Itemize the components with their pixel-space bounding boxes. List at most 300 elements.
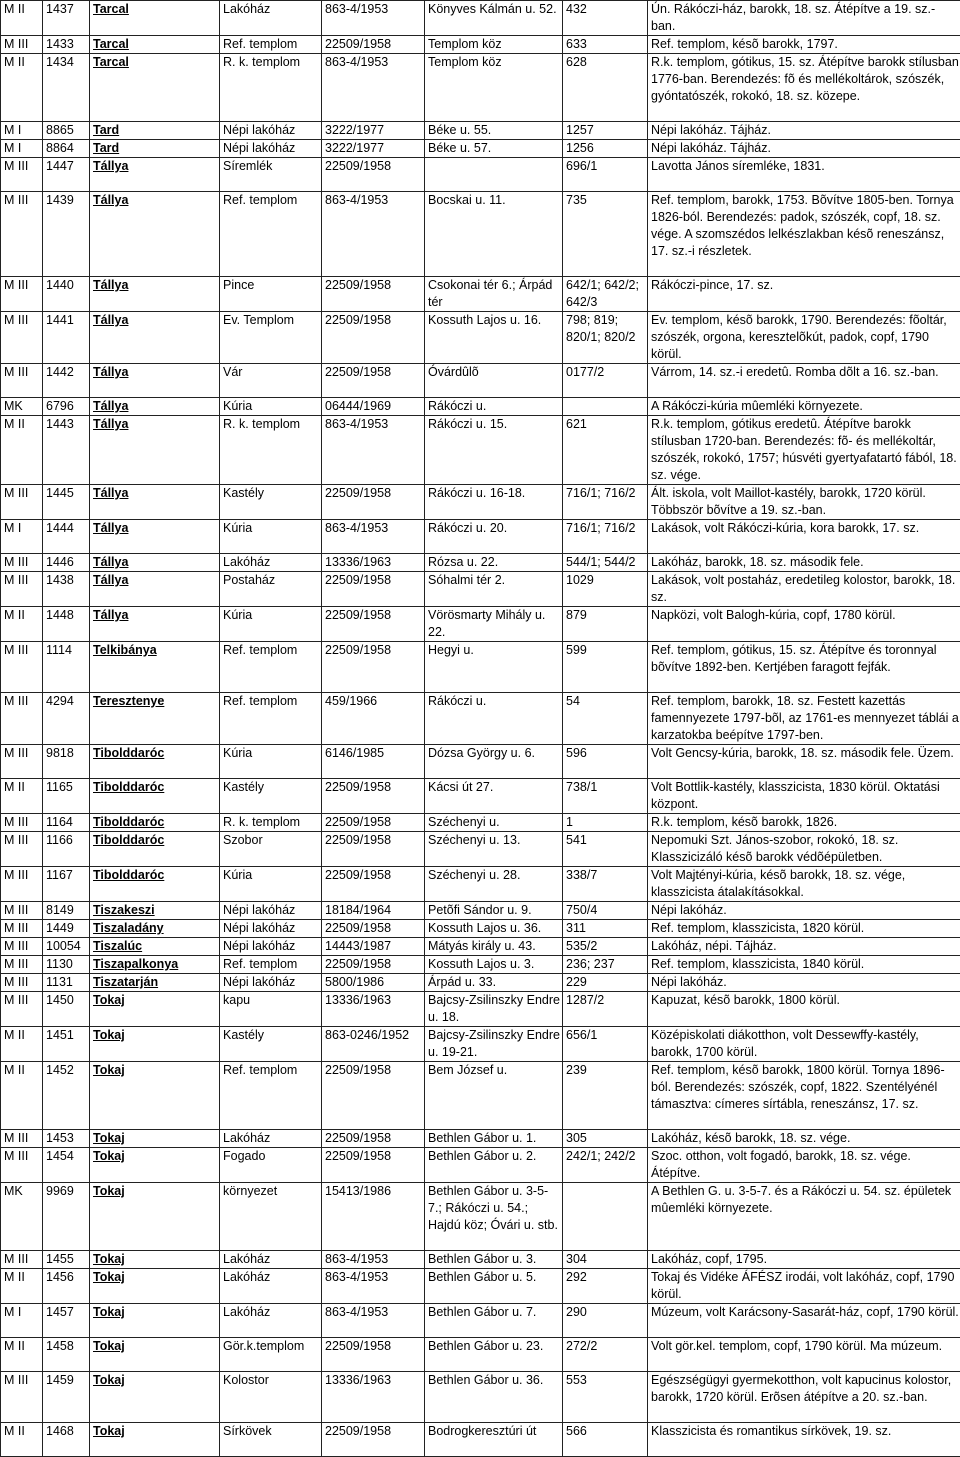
address-cell: Rózsa u. 22.: [425, 554, 563, 572]
decree-cell: 13336/1963: [322, 1372, 425, 1423]
register-number-cell: 1448: [43, 607, 90, 642]
description-cell: Ún. Rákóczi-ház, barokk, 18. sz. Átépítve a 19. sz.-ban.: [648, 1, 960, 36]
address-cell: Kossuth Lajos u. 36.: [425, 920, 563, 938]
address-cell: Széchenyi u. 28.: [425, 867, 563, 902]
category-cell: M III: [1, 158, 43, 192]
decree-cell: 863-4/1953: [322, 416, 425, 485]
table-row: [1, 1338, 960, 1372]
address-cell: Bethlen Gábor u. 5.: [425, 1269, 563, 1304]
description-cell: Ref. templom, klasszicista, 1840 körül.: [648, 956, 960, 974]
settlement-cell: Tokaj: [90, 1372, 220, 1423]
register-number-cell: 10054: [43, 938, 90, 956]
table-row: [1, 814, 960, 832]
address-cell: Sóhalmi tér 2.: [425, 572, 563, 607]
register-number-cell: 1438: [43, 572, 90, 607]
decree-cell: 22509/1958: [322, 779, 425, 814]
table-row: [1, 693, 960, 745]
description-cell: Lakások, volt Rákóczi-kúria, kora barokk, 17. sz.: [648, 520, 960, 554]
address-cell: Rákóczi u. 15.: [425, 416, 563, 485]
category-cell: M II: [1, 1269, 43, 1304]
table-row: [1, 485, 960, 520]
description-cell: Népi lakóház.: [648, 902, 960, 920]
lot-number-cell: 1: [563, 814, 648, 832]
address-cell: Petõfi Sándor u. 9.: [425, 902, 563, 920]
register-number-cell: 4294: [43, 693, 90, 745]
decree-cell: 863-4/1953: [322, 1304, 425, 1338]
table-row: [1, 956, 960, 974]
lot-number-cell: 1257: [563, 122, 648, 140]
decree-cell: 15413/1986: [322, 1183, 425, 1251]
decree-cell: 863-4/1953: [322, 1251, 425, 1269]
settlement-cell: Tibolddaróc: [90, 832, 220, 867]
table-row: [1, 192, 960, 277]
address-cell: Bem József u.: [425, 1062, 563, 1130]
object-type-cell: Postaház: [220, 572, 322, 607]
object-type-cell: környezet: [220, 1183, 322, 1251]
lot-number-cell: 432: [563, 1, 648, 36]
category-cell: M III: [1, 693, 43, 745]
decree-cell: 6146/1985: [322, 745, 425, 779]
lot-number-cell: 239: [563, 1062, 648, 1130]
table-row: [1, 1183, 960, 1251]
lot-number-cell: 621: [563, 416, 648, 485]
object-type-cell: Népi lakóház: [220, 938, 322, 956]
category-cell: M I: [1, 122, 43, 140]
object-type-cell: Ref. templom: [220, 956, 322, 974]
settlement-cell: Tokaj: [90, 1304, 220, 1338]
address-cell: Rákóczi u. 16-18.: [425, 485, 563, 520]
category-cell: M III: [1, 920, 43, 938]
lot-number-cell: 553: [563, 1372, 648, 1423]
address-cell: Templom köz: [425, 54, 563, 122]
register-number-cell: 1454: [43, 1148, 90, 1183]
address-cell: Rákóczi u.: [425, 398, 563, 416]
address-cell: Széchenyi u. 13.: [425, 832, 563, 867]
register-number-cell: 1166: [43, 832, 90, 867]
object-type-cell: Lakóház: [220, 1, 322, 36]
decree-cell: 22509/1958: [322, 920, 425, 938]
object-type-cell: R. k. templom: [220, 814, 322, 832]
description-cell: A Rákóczi-kúria mûemléki környezete.: [648, 398, 960, 416]
decree-cell: 863-4/1953: [322, 192, 425, 277]
decree-cell: 06444/1969: [322, 398, 425, 416]
category-cell: M II: [1, 1423, 43, 1457]
settlement-cell: Tokaj: [90, 1251, 220, 1269]
register-number-cell: 1453: [43, 1130, 90, 1148]
register-number-cell: 1434: [43, 54, 90, 122]
decree-cell: 5800/1986: [322, 974, 425, 992]
description-cell: Lakóház, barokk, 18. sz. második fele.: [648, 554, 960, 572]
lot-number-cell: 735: [563, 192, 648, 277]
decree-cell: 22509/1958: [322, 1062, 425, 1130]
category-cell: M III: [1, 832, 43, 867]
register-number-cell: 9969: [43, 1183, 90, 1251]
object-type-cell: Népi lakóház: [220, 920, 322, 938]
decree-cell: 22509/1958: [322, 1130, 425, 1148]
category-cell: M III: [1, 956, 43, 974]
category-cell: M I: [1, 140, 43, 158]
object-type-cell: R. k. templom: [220, 54, 322, 122]
description-cell: Napközi, volt Balogh-kúria, copf, 1780 körül.: [648, 607, 960, 642]
category-cell: M III: [1, 992, 43, 1027]
category-cell: M III: [1, 1372, 43, 1423]
decree-cell: 22509/1958: [322, 312, 425, 364]
category-cell: M III: [1, 312, 43, 364]
description-cell: Volt gör.kel. templom, copf, 1790 körül. Ma múzeum.: [648, 1338, 960, 1372]
object-type-cell: Kúria: [220, 398, 322, 416]
table-row: [1, 520, 960, 554]
table-row: [1, 938, 960, 956]
address-cell: Kossuth Lajos u. 3.: [425, 956, 563, 974]
settlement-cell: Tállya: [90, 364, 220, 398]
table-row: [1, 779, 960, 814]
description-cell: Ált. iskola, volt Maillot-kastély, barokk, 1720 körül. Többször bõvítve a 19. sz.-ban.: [648, 485, 960, 520]
description-cell: Lakóház, késõ barokk, 18. sz. vége.: [648, 1130, 960, 1148]
category-cell: M III: [1, 745, 43, 779]
category-cell: M II: [1, 54, 43, 122]
address-cell: Bocskai u. 11.: [425, 192, 563, 277]
object-type-cell: Kúria: [220, 867, 322, 902]
decree-cell: 22509/1958: [322, 1423, 425, 1457]
object-type-cell: Vár: [220, 364, 322, 398]
description-cell: Lavotta János síremléke, 1831.: [648, 158, 960, 192]
lot-number-cell: 544/1; 544/2: [563, 554, 648, 572]
category-cell: M II: [1, 1, 43, 36]
lot-number-cell: 305: [563, 1130, 648, 1148]
settlement-cell: Tarcal: [90, 36, 220, 54]
register-number-cell: 1167: [43, 867, 90, 902]
object-type-cell: Kúria: [220, 520, 322, 554]
category-cell: M II: [1, 779, 43, 814]
object-type-cell: Ref. templom: [220, 642, 322, 693]
settlement-cell: Tállya: [90, 520, 220, 554]
decree-cell: 3222/1977: [322, 122, 425, 140]
lot-number-cell: 716/1; 716/2: [563, 485, 648, 520]
register-number-cell: 1441: [43, 312, 90, 364]
decree-cell: 863-4/1953: [322, 520, 425, 554]
address-cell: Rákóczi u. 20.: [425, 520, 563, 554]
description-cell: Lakóház, népi. Tájház.: [648, 938, 960, 956]
settlement-cell: Tibolddaróc: [90, 745, 220, 779]
address-cell: Béke u. 55.: [425, 122, 563, 140]
decree-cell: 459/1966: [322, 693, 425, 745]
settlement-cell: Tard: [90, 122, 220, 140]
settlement-cell: Tállya: [90, 554, 220, 572]
lot-number-cell: 1029: [563, 572, 648, 607]
register-number-cell: 1451: [43, 1027, 90, 1062]
decree-cell: 22509/1958: [322, 867, 425, 902]
category-cell: M II: [1, 1062, 43, 1130]
table-row: [1, 1148, 960, 1183]
settlement-cell: Tállya: [90, 312, 220, 364]
description-cell: Középiskolati diákotthon, volt Dessewffy-kastély, barokk, 1700 körül.: [648, 1027, 960, 1062]
register-number-cell: 1450: [43, 992, 90, 1027]
table-row: [1, 158, 960, 192]
lot-number-cell: 716/1; 716/2: [563, 520, 648, 554]
address-cell: Kossuth Lajos u. 16.: [425, 312, 563, 364]
description-cell: Tokaj és Vidéke ÁFÉSZ irodái, volt lakóház, copf, 1790 körül.: [648, 1269, 960, 1304]
description-cell: Ref. templom, barokk, 18. sz. Festett kazettás famennyezete 1797-bõl, az 1761-es mennyezet táblái a karzatokba beépítve 1797-ben.: [648, 693, 960, 745]
description-cell: Ref. templom, késõ barokk, 1800 körül. Tornya 1896-ból. Berendezés: szószék, copf, 1822. Szentélyénél támasztva: címeres sírtábla, reneszánsz, 17. sz.: [648, 1062, 960, 1130]
object-type-cell: Pince: [220, 277, 322, 312]
address-cell: Bethlen Gábor u. 36.: [425, 1372, 563, 1423]
description-cell: Kapuzat, késõ barokk, 1800 körül.: [648, 992, 960, 1027]
category-cell: M III: [1, 36, 43, 54]
register-number-cell: 1445: [43, 485, 90, 520]
lot-number-cell: 879: [563, 607, 648, 642]
table-row: [1, 992, 960, 1027]
category-cell: M III: [1, 1251, 43, 1269]
register-number-cell: 8864: [43, 140, 90, 158]
object-type-cell: Ref. templom: [220, 693, 322, 745]
description-cell: Népi lakóház.: [648, 974, 960, 992]
object-type-cell: Ref. templom: [220, 1062, 322, 1130]
lot-number-cell: 1256: [563, 140, 648, 158]
settlement-cell: Teresztenye: [90, 693, 220, 745]
address-cell: Bajcsy-Zsilinszky Endre u. 18.: [425, 992, 563, 1027]
settlement-cell: Tállya: [90, 192, 220, 277]
table-row: [1, 832, 960, 867]
settlement-cell: Tokaj: [90, 1062, 220, 1130]
category-cell: M III: [1, 554, 43, 572]
lot-number-cell: 290: [563, 1304, 648, 1338]
settlement-cell: Tibolddaróc: [90, 779, 220, 814]
table-row: [1, 1062, 960, 1130]
register-number-cell: 1433: [43, 36, 90, 54]
description-cell: R.k. templom, késõ barokk, 1826.: [648, 814, 960, 832]
address-cell: Béke u. 57.: [425, 140, 563, 158]
register-number-cell: 1449: [43, 920, 90, 938]
object-type-cell: Kastély: [220, 1027, 322, 1062]
register-number-cell: 1439: [43, 192, 90, 277]
category-cell: M II: [1, 416, 43, 485]
table-row: [1, 902, 960, 920]
description-cell: Ev. templom, késõ barokk, 1790. Berendezés: fõoltár, szószék, orgona, keresztelõkút, padok, copf, 1790 körül.: [648, 312, 960, 364]
category-cell: M III: [1, 974, 43, 992]
address-cell: [425, 158, 563, 192]
lot-number-cell: 599: [563, 642, 648, 693]
lot-number-cell: 696/1: [563, 158, 648, 192]
category-cell: M III: [1, 642, 43, 693]
description-cell: Várrom, 14. sz.-i eredetû. Romba dõlt a 16. sz.-ban.: [648, 364, 960, 398]
object-type-cell: Lakóház: [220, 1269, 322, 1304]
table-row: [1, 416, 960, 485]
address-cell: Bethlen Gábor u. 23.: [425, 1338, 563, 1372]
register-number-cell: 1456: [43, 1269, 90, 1304]
description-cell: Népi lakóház. Tájház.: [648, 122, 960, 140]
description-cell: Ref. templom, barokk, 1753. Bõvítve 1805-ben. Tornya 1826-ból. Berendezés: padok, szószék, copf, 18. sz. vége. A szomszédos lelkészlakban késõ reneszánsz, 17. sz.-i részletek.: [648, 192, 960, 277]
table-row: [1, 398, 960, 416]
description-cell: R.k. templom, gótikus eredetû. Átépítve barokk stílusban 1720-ban. Berendezés: fõ- és mellékoltár, szószék, rokokó, 1757; húsvéti gyertyafatartó fából, 18. sz. vége.: [648, 416, 960, 485]
lot-number-cell: 236; 237: [563, 956, 648, 974]
address-cell: Bethlen Gábor u. 3.: [425, 1251, 563, 1269]
settlement-cell: Tiszapalkonya: [90, 956, 220, 974]
lot-number-cell: 642/1; 642/2; 642/3: [563, 277, 648, 312]
register-number-cell: 1444: [43, 520, 90, 554]
object-type-cell: Népi lakóház: [220, 902, 322, 920]
description-cell: Volt Majtényi-kúria, késõ barokk, 18. sz. vége, klasszicista átalakításokkal.: [648, 867, 960, 902]
description-cell: Lakások, volt postaház, eredetileg kolostor, barokk, 18. sz.: [648, 572, 960, 607]
settlement-cell: Tokaj: [90, 1269, 220, 1304]
table-row: [1, 607, 960, 642]
table-row: [1, 1372, 960, 1423]
register-number-cell: 1455: [43, 1251, 90, 1269]
settlement-cell: Tállya: [90, 277, 220, 312]
category-cell: M II: [1, 1027, 43, 1062]
register-number-cell: 1437: [43, 1, 90, 36]
address-cell: Mátyás király u. 43.: [425, 938, 563, 956]
table-row: [1, 1251, 960, 1269]
address-cell: Árpád u. 33.: [425, 974, 563, 992]
settlement-cell: Tibolddaróc: [90, 814, 220, 832]
settlement-cell: Tállya: [90, 485, 220, 520]
register-number-cell: 9818: [43, 745, 90, 779]
register-number-cell: 1468: [43, 1423, 90, 1457]
table-row: [1, 867, 960, 902]
object-type-cell: Lakóház: [220, 1130, 322, 1148]
category-cell: M I: [1, 520, 43, 554]
address-cell: Dózsa György u. 6.: [425, 745, 563, 779]
table-row: [1, 54, 960, 122]
decree-cell: 22509/1958: [322, 158, 425, 192]
decree-cell: 863-4/1953: [322, 54, 425, 122]
settlement-cell: Telkibánya: [90, 642, 220, 693]
address-cell: Csokonai tér 6.; Árpád tér: [425, 277, 563, 312]
table-row: [1, 554, 960, 572]
category-cell: M III: [1, 1148, 43, 1183]
description-cell: Klasszicista és romantikus sírkövek, 19. sz.: [648, 1423, 960, 1457]
decree-cell: 3222/1977: [322, 140, 425, 158]
description-cell: Népi lakóház. Tájház.: [648, 140, 960, 158]
object-type-cell: Ref. templom: [220, 36, 322, 54]
object-type-cell: Kúria: [220, 607, 322, 642]
address-cell: Templom köz: [425, 36, 563, 54]
object-type-cell: Kolostor: [220, 1372, 322, 1423]
table-row: [1, 745, 960, 779]
object-type-cell: Lakóház: [220, 554, 322, 572]
address-cell: Bethlen Gábor u. 7.: [425, 1304, 563, 1338]
object-type-cell: Lakóház: [220, 1251, 322, 1269]
lot-number-cell: 311: [563, 920, 648, 938]
register-number-cell: 6796: [43, 398, 90, 416]
settlement-cell: Tállya: [90, 158, 220, 192]
description-cell: Ref. templom, késõ barokk, 1797.: [648, 36, 960, 54]
decree-cell: 13336/1963: [322, 554, 425, 572]
address-cell: Bajcsy-Zsilinszky Endre u. 19-21.: [425, 1027, 563, 1062]
register-number-cell: 1459: [43, 1372, 90, 1423]
decree-cell: 22509/1958: [322, 364, 425, 398]
settlement-cell: Tarcal: [90, 54, 220, 122]
object-type-cell: R. k. templom: [220, 416, 322, 485]
register-number-cell: 1447: [43, 158, 90, 192]
register-number-cell: 1114: [43, 642, 90, 693]
settlement-cell: Tiszakeszi: [90, 902, 220, 920]
register-number-cell: 1131: [43, 974, 90, 992]
lot-number-cell: 798; 819; 820/1; 820/2: [563, 312, 648, 364]
settlement-cell: Tokaj: [90, 1423, 220, 1457]
register-number-cell: 1440: [43, 277, 90, 312]
decree-cell: 863-4/1953: [322, 1269, 425, 1304]
lot-number-cell: 304: [563, 1251, 648, 1269]
settlement-cell: Tiszaladány: [90, 920, 220, 938]
description-cell: Múzeum, volt Karácsony-Sasarát-ház, copf, 1790 körül.: [648, 1304, 960, 1338]
category-cell: M II: [1, 1338, 43, 1372]
description-cell: Lakóház, copf, 1795.: [648, 1251, 960, 1269]
description-cell: Rákóczi-pince, 17. sz.: [648, 277, 960, 312]
lot-number-cell: 566: [563, 1423, 648, 1457]
description-cell: Volt Bottlik-kastély, klasszicista, 1830 körül. Oktatási központ.: [648, 779, 960, 814]
object-type-cell: Sírkövek: [220, 1423, 322, 1457]
description-cell: A Bethlen G. u. 3-5-7. és a Rákóczi u. 54. sz. épületek mûemléki környezete.: [648, 1183, 960, 1251]
address-cell: Könyves Kálmán u. 52.: [425, 1, 563, 36]
description-cell: R.k. templom, gótikus, 15. sz. Átépítve barokk stílusban 1776-ban. Berendezés: fõ és mellékoltárok, szószék, gyóntatószék, rokokó, 18. sz. közepe.: [648, 54, 960, 122]
register-number-cell: 8865: [43, 122, 90, 140]
lot-number-cell: 541: [563, 832, 648, 867]
address-cell: Bethlen Gábor u. 2.: [425, 1148, 563, 1183]
object-type-cell: Ev. Templom: [220, 312, 322, 364]
address-cell: Vörösmarty Mihály u. 22.: [425, 607, 563, 642]
category-cell: M III: [1, 1130, 43, 1148]
lot-number-cell: 229: [563, 974, 648, 992]
settlement-cell: Tokaj: [90, 1148, 220, 1183]
settlement-cell: Tarcal: [90, 1, 220, 36]
description-cell: Ref. templom, gótikus, 15. sz. Átépítve és toronnyal bõvítve 1892-ben. Kertjében faragott fejfák.: [648, 642, 960, 693]
object-type-cell: Lakóház: [220, 1304, 322, 1338]
address-cell: Széchenyi u.: [425, 814, 563, 832]
object-type-cell: Szobor: [220, 832, 322, 867]
object-type-cell: kapu: [220, 992, 322, 1027]
lot-number-cell: [563, 398, 648, 416]
table-row: [1, 140, 960, 158]
lot-number-cell: [563, 1183, 648, 1251]
decree-cell: 22509/1958: [322, 485, 425, 520]
settlement-cell: Tállya: [90, 416, 220, 485]
lot-number-cell: 54: [563, 693, 648, 745]
table-row: [1, 1423, 960, 1457]
category-cell: MK: [1, 398, 43, 416]
table-row: [1, 1269, 960, 1304]
register-number-cell: 1164: [43, 814, 90, 832]
table-row: [1, 920, 960, 938]
description-cell: Ref. templom, klasszicista, 1820 körül.: [648, 920, 960, 938]
table-row: [1, 277, 960, 312]
settlement-cell: Tiszalúc: [90, 938, 220, 956]
object-type-cell: Fogado: [220, 1148, 322, 1183]
category-cell: M III: [1, 867, 43, 902]
address-cell: Bodrogkeresztúri út: [425, 1423, 563, 1457]
register-number-cell: 1458: [43, 1338, 90, 1372]
lot-number-cell: 0177/2: [563, 364, 648, 398]
object-type-cell: Ref. templom: [220, 192, 322, 277]
address-cell: Hegyi u.: [425, 642, 563, 693]
decree-cell: 22509/1958: [322, 36, 425, 54]
decree-cell: 863-4/1953: [322, 1, 425, 36]
lot-number-cell: 656/1: [563, 1027, 648, 1062]
object-type-cell: Kastély: [220, 779, 322, 814]
category-cell: M II: [1, 607, 43, 642]
register-number-cell: 1452: [43, 1062, 90, 1130]
settlement-cell: Tállya: [90, 398, 220, 416]
register-number-cell: 1442: [43, 364, 90, 398]
category-cell: M III: [1, 364, 43, 398]
description-cell: Egészségügyi gyermekotthon, volt kapucinus kolostor, barokk, 1720 körül. Erõsen átépítve a 20. sz.-ban.: [648, 1372, 960, 1423]
address-cell: Bethlen Gábor u. 3-5-7.; Rákóczi u. 54.; Hajdú köz; Óvári u. stb.: [425, 1183, 563, 1251]
lot-number-cell: 272/2: [563, 1338, 648, 1372]
settlement-cell: Tokaj: [90, 1130, 220, 1148]
decree-cell: 22509/1958: [322, 832, 425, 867]
settlement-cell: Tiszatarján: [90, 974, 220, 992]
object-type-cell: Népi lakóház: [220, 122, 322, 140]
